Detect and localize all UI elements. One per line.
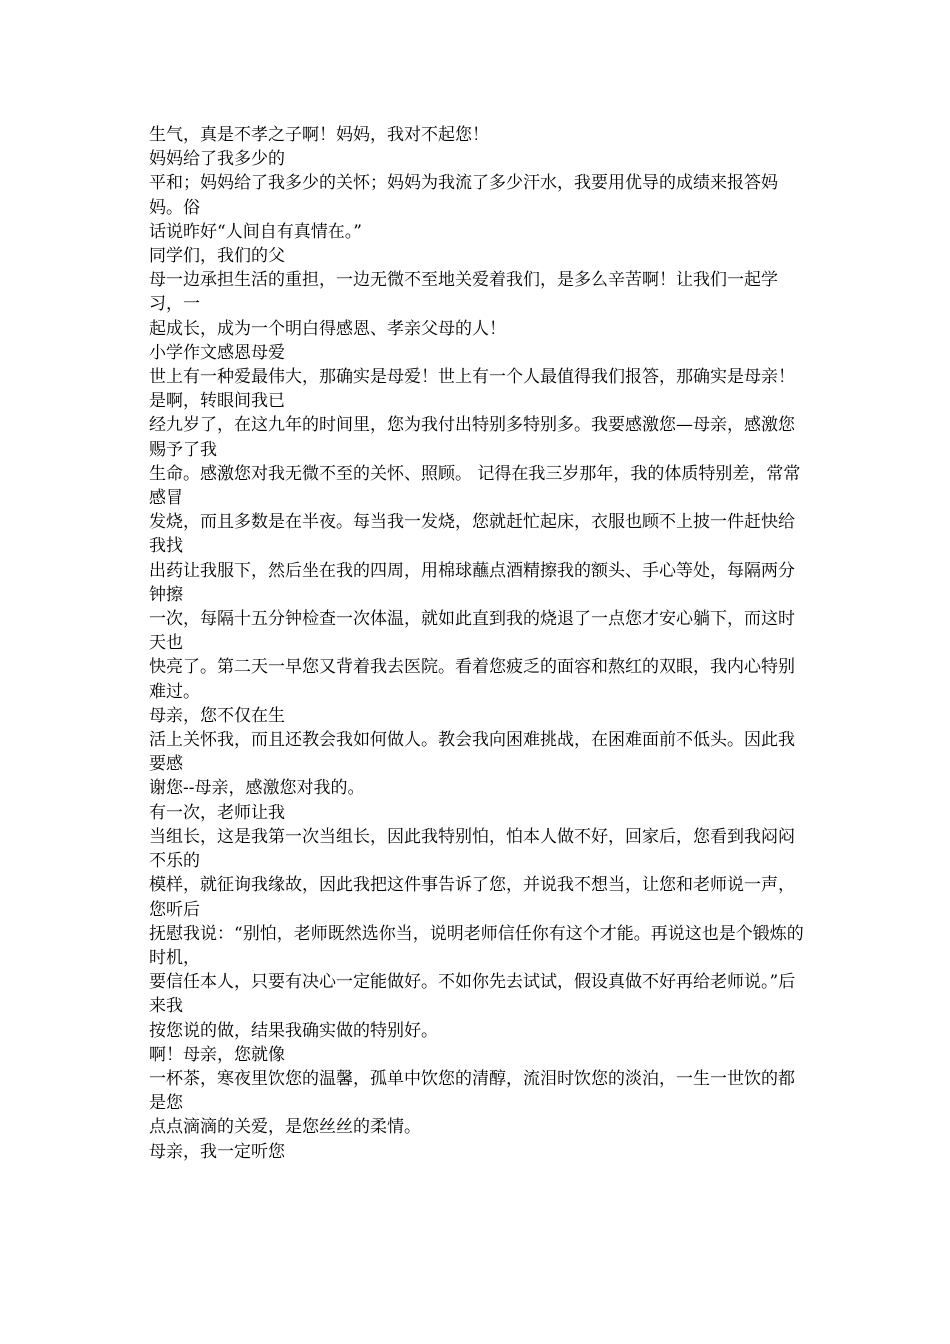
text-line: 平和；妈妈给了我多少的关怀；妈妈为我流了多少汗水，我要用优导的成绩来报答妈妈。俗 (149, 173, 778, 218)
text-line: 谢您--母亲，感激您对我的。 (149, 778, 365, 799)
text-line: 母亲，我一定听您 (149, 1141, 285, 1162)
text-line: 话说昨好“人间自有真情在。” (149, 221, 362, 242)
text-line: 母亲，您不仅在生 (149, 705, 285, 726)
text-line: 妈妈给了我多少的 (149, 149, 285, 170)
text-line: 要信任本人，只要有决心一定能做好。不如你先去试试，假设真做不好再给老师说。”后来我 (149, 972, 796, 1017)
text-line: 经九岁了，在这九年的时间里，您为我付出特别多特别多。我要感激您—母亲，感激您赐予了我 (149, 415, 795, 460)
text-line: 发烧，而且多数是在半夜。每当我一发烧，您就赶忙起床，衣服也顾不上披一件赶快给我找 (149, 512, 795, 557)
text-line: 是啊，转眼间我已 (149, 391, 285, 412)
text-line: 模样，就征询我缘故，因此我把这件事告诉了您，并说我不想当，让您和老师说一声，您听后 (149, 875, 795, 920)
text-line: 快亮了。第二天一早您又背着我去医院。看着您疲乏的面容和熬红的双眼，我内心特别难过。 (149, 657, 795, 702)
text-line: 按您说的做，结果我确实做的特别好。 (149, 1020, 438, 1041)
essay-text-body (149, 123, 809, 1164)
text-line: 母一边承担生活的重担，一边无微不至地关爱着我们，是多么辛苦啊！让我们一起学习，一 (149, 270, 778, 315)
section-title: 小学作文感恩母爱 (149, 342, 285, 363)
text-line: 出药让我服下，然后坐在我的四周，用棉球蘸点酒精擦我的额头、手心等处，每隔两分钟擦 (149, 560, 795, 605)
text-line: 活上关怀我，而且还教会我如何做人。教会我向困难挑战，在困难面前不低头。因此我要感 (149, 730, 795, 775)
text-line: 抚慰我说：“别怕，老师既然选你当，说明老师信任你有这个才能。再说这也是个锻炼的时机， (149, 923, 804, 968)
text-line: 生气，真是不孝之子啊！妈妈，我对不起您！ (149, 125, 489, 145)
text-line: 一杯茶，寒夜里饮您的温馨，孤单中饮您的清醇，流泪时饮您的淡泊，一生一世饮的都是您 (149, 1068, 795, 1114)
text-line: 当组长，这是我第一次当组长，因此我特别怕，怕本人做不好，回家后，您看到我闷闷不乐的 (149, 826, 795, 872)
text-line: 起成长，成为一个明白得感恩、孝亲父母的人！ (149, 318, 506, 339)
text-line: 有一次，老师让我 (149, 802, 285, 823)
text-line: 啊！母亲，您就像 (149, 1044, 285, 1065)
text-line: 点点滴滴的关爱，是您丝丝的柔情。 (149, 1117, 421, 1138)
text-line: 世上有一种爱最伟大，那确实是母爱！世上有一个人最值得我们报答，那确实是母亲！ (149, 367, 795, 388)
text-line: 同学们，我们的父 (149, 246, 285, 267)
text-line: 一次，每隔十五分钟检查一次体温，就如此直到我的烧退了一点您才安心躺下，而这时天也 (149, 609, 795, 654)
text-line: 生命。感激您对我无微不至的关怀、照顾。 记得在我三岁那年，我的体质特别差，常常感冒 (149, 463, 801, 509)
